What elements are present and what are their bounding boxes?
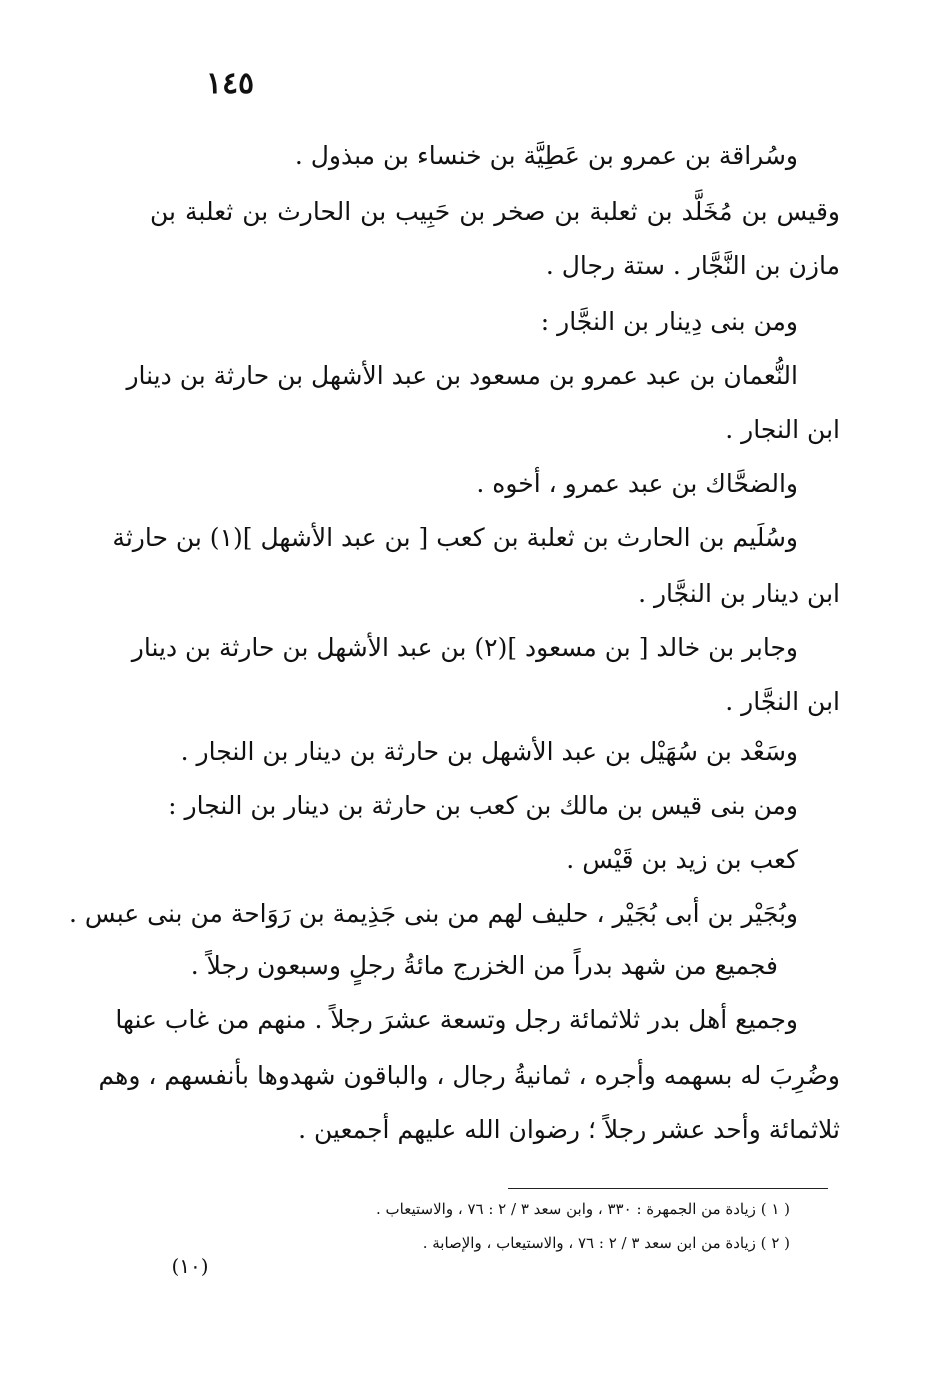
- text-line: فجميع من شهد بدراً من الخزرج مائةُ رجلٍ وسبعون رجلاً .: [190, 951, 778, 980]
- text-line: وسَعْد بن سُهَيْل بن عبد الأشهل بن حارثة بن دينار بن النجار .: [180, 737, 798, 766]
- text-line: وضُرِبَ له بسهمه وأجره ، ثمانيةُ رجال ، والباقون شهدوها بأنفسهم ، وهم: [98, 1061, 840, 1090]
- sheet-number: (١٠): [171, 1254, 209, 1278]
- text-line: النُّعمان بن عبد عمرو بن مسعود بن عبد الأشهل بن حارثة بن دينار: [126, 361, 798, 390]
- text-line: ابن النجار .: [725, 415, 840, 444]
- text-line: وسُلَيم بن الحارث بن ثعلبة بن كعب [ بن عبد الأشهل ](١) بن حارثة: [112, 523, 798, 552]
- text-line: ثلاثمائة وأحد عشر رجلاً ؛ رضوان الله عليهم أجمعين .: [298, 1115, 840, 1144]
- text-line: ومن بنى دِينار بن النجَّار :: [540, 307, 798, 336]
- text-line: وبُجَيْر بن أبى بُجَيْر ، حليف لهم من بنى جَذِيمة بن رَوَاحة من بنى عبس .: [68, 899, 798, 928]
- text-line: ومن بنى قيس بن مالك بن كعب بن حارثة بن دينار بن النجار :: [168, 791, 798, 820]
- text-line: والضحَّاك بن عبد عمرو ، أخوه .: [476, 469, 798, 498]
- text-line: وسُراقة بن عمرو بن عَطِيَّة بن خنساء بن مبذول .: [294, 141, 798, 170]
- text-line: مازن بن النَّجَّار . ستة رجال .: [545, 251, 840, 280]
- text-line: ابن دينار بن النجَّار .: [638, 579, 840, 608]
- footnote: ( ١ ) زيادة من الجمهرة : ٣٣٠ ، وابن سعد ٣ / ٢ : ٧٦ ، والاستيعاب .: [376, 1200, 790, 1218]
- page-number: ١٤٥: [205, 66, 255, 101]
- footnote-divider: [508, 1188, 828, 1189]
- text-line: كعب بن زيد بن قَيْس .: [566, 845, 798, 874]
- text-line: وجابر بن خالد [ بن مسعود ](٢) بن عبد الأشهل بن حارثة بن دينار: [131, 633, 798, 662]
- text-line: ابن النجَّار .: [725, 687, 840, 716]
- text-line: وجميع أهل بدر ثلاثمائة رجل وتسعة عشرَ رجلاً . منهم من غاب عنها: [115, 1005, 798, 1034]
- footnote: ( ٢ ) زيادة من ابن سعد ٣ / ٢ : ٧٦ ، والاستيعاب ، والإصابة .: [422, 1234, 790, 1252]
- text-line: وقيس بن مُخَلَّد بن ثعلبة بن صخر بن حَبِيب بن الحارث بن ثعلبة بن: [150, 197, 840, 226]
